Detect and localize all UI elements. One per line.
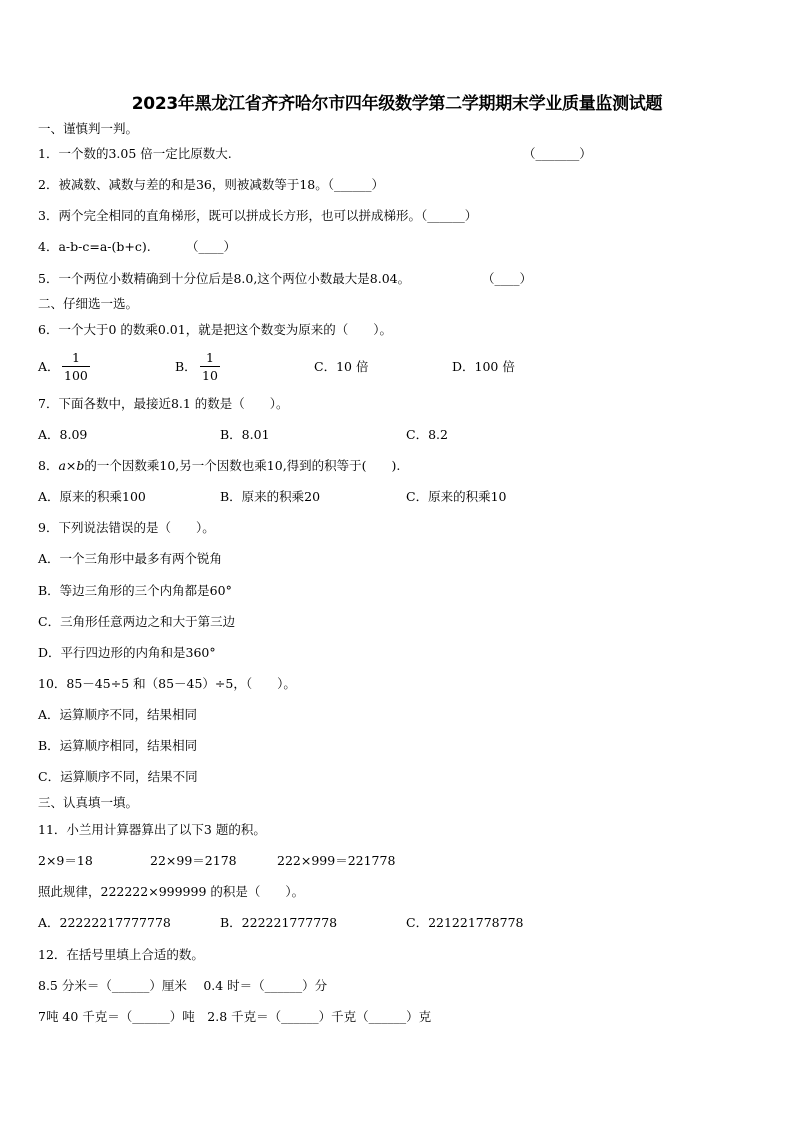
option-6b-fraction[interactable] (200, 349, 220, 384)
answer-blank-1[interactable]: （_______） (523, 146, 592, 161)
section-heading-judge: 一、谨慎判一判。 (38, 121, 139, 136)
times-sign: × (65, 458, 77, 473)
question-10: 10．85－45÷5 和（85－45）÷5，（ ）。 (38, 676, 296, 691)
section-heading-choice: 二、仔细选一选。 (38, 296, 139, 311)
option-11c[interactable]: C．221221778778 (406, 915, 524, 930)
variable-b: b (76, 458, 85, 473)
option-6b-label: B． (175, 359, 197, 374)
section-heading-fill: 三、认真填一填。 (38, 795, 139, 810)
option-6d[interactable]: D．100 倍 (452, 359, 515, 374)
option-10b[interactable]: B．运算顺序相同，结果相同 (38, 738, 198, 753)
option-7a[interactable]: A．8.09 (38, 427, 88, 442)
question-7: 7．下面各数中，最接近8.1 的数是（ ）。 (38, 396, 289, 411)
option-7b[interactable]: B．8.01 (220, 427, 270, 442)
question-5: 5．一个两位小数精确到十分位后是8.0,这个两位小数最大是8.04。 (38, 271, 411, 286)
option-6c[interactable]: C．10 倍 (314, 359, 369, 374)
question-11-ask: 照此规律，222222×999999 的积是（ ）。 (38, 884, 305, 899)
option-9b[interactable]: B．等边三角形的三个内角都是60° (38, 583, 232, 598)
question-2: 2．被减数、减数与差的和是36，则被减数等于18。（______） (38, 177, 385, 192)
option-10c[interactable]: C．运算顺序不同，结果不同 (38, 769, 198, 784)
question-12-line-2[interactable]: 7吨 40 千克＝（______）吨 2.8 千克＝（______）千克（______）克 (38, 1009, 432, 1024)
question-1: 1．一个数的3.05 倍一定比原数大. (38, 146, 232, 161)
page-title: 2023年黑龙江省齐齐哈尔市四年级数学第二学期期末学业质量监测试题 (131, 94, 663, 114)
fraction-denominator: 10 (202, 368, 218, 383)
question-8-text: 的一个因数乘10,另一个因数也乘10,得到的积等于( ). (84, 458, 401, 473)
equation-2: 22×99＝2178 (150, 853, 237, 868)
option-9c[interactable]: C．三角形任意两边之和大于第三边 (38, 614, 236, 629)
option-9d[interactable]: D．平行四边形的内角和是360° (38, 645, 216, 660)
question-6: 6．一个大于0 的数乘0.01，就是把这个数变为原来的（ ）。 (38, 322, 392, 337)
question-8-number: 8． (38, 458, 59, 473)
option-6a-fraction[interactable] (62, 349, 90, 384)
question-11: 11．小兰用计算器算出了以下3 题的积。 (38, 822, 266, 837)
variable-a: a (58, 458, 66, 473)
option-7c[interactable]: C．8.2 (406, 427, 448, 442)
answer-blank-5[interactable]: （____） (482, 271, 533, 286)
option-11a[interactable]: A．22222217777778 (38, 915, 171, 930)
question-4: 4．a-b-c=a-(b+c). (38, 239, 151, 254)
option-8c[interactable]: C．原来的积乘10 (406, 489, 507, 504)
option-11b[interactable]: B．222221777778 (220, 915, 338, 930)
fraction-numerator: 1 (200, 349, 220, 367)
equation-3: 222×999＝221778 (277, 853, 396, 868)
equation-1: 2×9＝18 (38, 853, 93, 868)
answer-blank-4[interactable]: （____） (186, 239, 237, 254)
question-8 (38, 458, 400, 474)
question-12-line-1[interactable]: 8.5 分米＝（______）厘米 0.4 时＝（______）分 (38, 978, 328, 993)
question-12: 12．在括号里填上合适的数。 (38, 947, 204, 962)
option-8b[interactable]: B．原来的积乘20 (220, 489, 321, 504)
option-8a[interactable]: A．原来的积乘100 (38, 489, 146, 504)
option-6a-label: A． (38, 359, 60, 374)
fraction-numerator: 1 (62, 349, 90, 367)
fraction-denominator: 100 (64, 368, 88, 383)
question-9: 9．下列说法错误的是（ ）。 (38, 520, 215, 535)
option-9a[interactable]: A．一个三角形中最多有两个锐角 (38, 551, 223, 566)
option-10a[interactable]: A．运算顺序不同，结果相同 (38, 707, 198, 722)
question-3: 3．两个完全相同的直角梯形，既可以拼成长方形，也可以拼成梯形。（______） (38, 208, 478, 223)
